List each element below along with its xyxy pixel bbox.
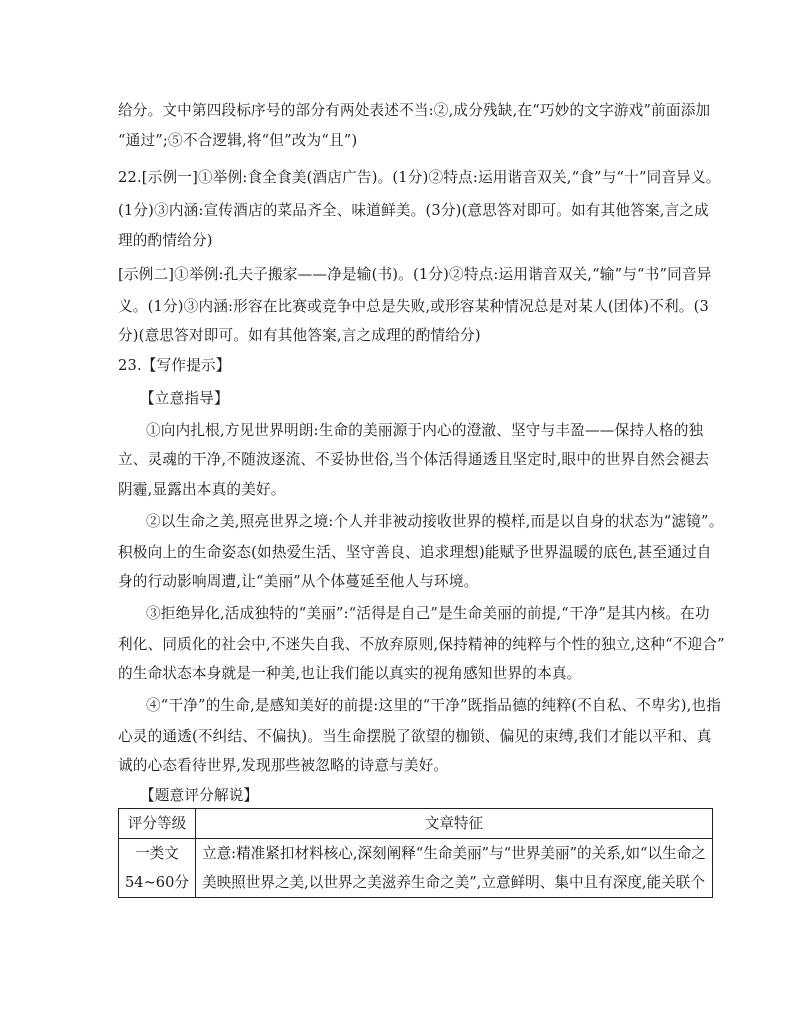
answer-22-line: 理的酌情给分) <box>118 232 213 249</box>
answer-22-line: 22.[示例一]①举例:食全食美(酒店广告)。(1分)②特点:运用谐音双关,“食”与“十”同音异义。 <box>118 169 721 186</box>
guidance-point-4: 心灵的通透(不纠结、不偏执)。当生命摆脱了欲望的枷锁、偏见的束缚,我们才能以平和、真 <box>118 728 712 745</box>
header-grade: 评分等级 <box>119 809 196 839</box>
paragraph-line: “通过”;⑤不合逻辑,将“但”改为“且”) <box>118 132 358 149</box>
table-header-row <box>119 809 713 839</box>
guidance-point-3: 利化、同质化的社会中,不迷失自我、不放弃原则,保持精神的纯粹与个性的独立,这种“不迎合” <box>118 636 725 653</box>
guidance-point-3: ③拒绝异化,活成独特的“美丽”:“活得是自己”是生命美丽的前提,“干净”是其内核。在功 <box>146 605 710 622</box>
subheading-guidance: 【立意指导】 <box>140 390 229 407</box>
grade-cell <box>119 839 196 898</box>
guidance-point-1: 阴霾,显露出本真的美好。 <box>118 481 286 498</box>
section-heading-23: 23.【写作提示】 <box>118 357 231 374</box>
answer-22-line: [示例二]①举例:孔夫子搬家——净是输(书)。(1分)②特点:运用谐音双关,“输”与“书”同音异 <box>118 266 712 283</box>
feature-cell <box>195 839 712 898</box>
subheading-scoring: 【题意评分解说】 <box>140 787 259 804</box>
guidance-point-1: ①向内扎根,方见世界明朗:生命的美丽源于内心的澄澈、坚守与丰盈——保持人格的独 <box>146 422 704 439</box>
answer-22-line: 分)(意思答对即可。如有其他答案,言之成理的酌情给分) <box>118 327 481 344</box>
answer-22-line: 义。(1分)③内涵:形容在比赛或竞争中总是失败,或形容某种情况总是对某人(团体)不利。(3 <box>118 298 709 315</box>
guidance-point-2: ②以生命之美,照亮世界之境:个人并非被动接收世界的模样,而是以自身的状态为“滤镜”。 <box>146 513 724 530</box>
feature-text: 立意:精准紧扣材料核心,深刻阐释“生命美丽”与“世界美丽”的关系,如“以生命之 <box>201 845 706 862</box>
answer-22-line: (1分)③内涵:宣传酒店的菜品齐全、味道鲜美。(3分)(意思答对即可。如有其他答案,言之成 <box>118 202 709 219</box>
grade-range: 54~60分 <box>125 874 189 891</box>
guidance-point-4: 诚的心态看待世界,发现那些被忽略的诗意与美好。 <box>118 757 449 774</box>
feature-text: 美映照世界之美,以世界之美滋养生命之美”,立意鲜明、集中且有深度,能关联个 <box>201 874 705 891</box>
guidance-point-2: 身的行动影响周遭,让“美丽”从个体蔓延至他人与环境。 <box>118 573 479 590</box>
paragraph-line: 给分。文中第四段标序号的部分有两处表述不当:②,成分残缺,在“巧妙的文字游戏”前面添加 <box>118 102 711 119</box>
scoring-table <box>118 808 713 898</box>
guidance-point-2: 积极向上的生命姿态(如热爱生活、坚守善良、追求理想)能赋予世界温暖的底色,甚至通过自 <box>118 544 712 561</box>
guidance-point-4: ④“干净”的生命,是感知美好的前提:这里的“干净”既指品德的纯粹(不自私、不卑劣),也指 <box>146 697 722 714</box>
grade-label: 一类文 <box>135 845 179 862</box>
table-row <box>119 839 713 898</box>
guidance-point-1: 立、灵魂的干净,不随波逐流、不妥协世俗,当个体活得通透且坚定时,眼中的世界自然会褪去 <box>118 451 710 468</box>
header-features: 文章特征 <box>195 809 712 839</box>
guidance-point-3: 的生命状态本身就是一种美,也让我们能以真实的视角感知世界的本真。 <box>118 665 582 682</box>
